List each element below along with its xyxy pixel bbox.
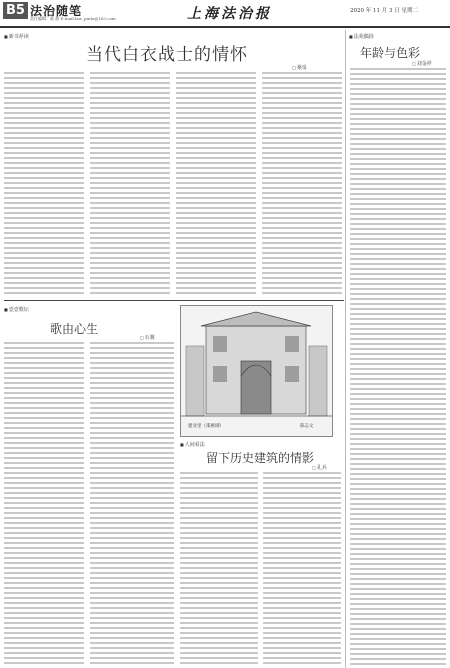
section-title: 法治随笔: [30, 4, 83, 18]
article-1-text-col-3: [176, 72, 256, 294]
article-4-text-col-1: [180, 472, 258, 666]
page-number: B5: [3, 2, 28, 19]
column-divider: [345, 30, 346, 668]
article-3-text-col-1: [4, 342, 84, 666]
article-2-text: [350, 68, 446, 666]
section-divider: [4, 300, 344, 301]
article-3-tag: ■ 壹壹歌坛: [4, 306, 29, 313]
sketch-artist: 陈志文: [300, 424, 314, 429]
article-1-text-col-1: [4, 72, 84, 294]
article-2-tag: ■ 法苑偶拾: [349, 33, 374, 40]
sketch-caption: 建业里（邵惠瑚）: [188, 424, 224, 429]
building-sketch-drawing: [181, 306, 332, 436]
article-4-text-col-2: [263, 472, 341, 666]
article-4-title: 留下历史建筑的情影: [206, 451, 315, 465]
article-3-text-col-2: [90, 342, 174, 666]
article-1-tag: ■ 新书荐读: [4, 33, 29, 40]
article-1-text-col-2: [90, 72, 170, 294]
building-sketch: [180, 305, 333, 437]
article-3-title: 歌由心生: [50, 322, 99, 336]
article-1-title: 当代白衣战士的情怀: [86, 45, 248, 65]
article-2-byline: □ 刘金祥: [412, 60, 432, 67]
issue-date: 2020 年 11 月 3 日 星期二: [350, 8, 418, 14]
article-1-byline: □ 桑泉: [292, 64, 307, 71]
article-2-title: 年龄与色彩: [360, 46, 421, 60]
article-3-byline: □ 石翼: [140, 334, 155, 341]
article-4-tag: ■ 人间看法: [180, 441, 205, 448]
masthead: 上海法治报: [187, 6, 272, 22]
article-4-byline: □ 孔兵: [312, 464, 327, 471]
article-1-text-col-4: [262, 72, 342, 294]
editor-line: 责任编辑：陈 静 E-mail:law_pinlu@163.com: [30, 16, 116, 21]
